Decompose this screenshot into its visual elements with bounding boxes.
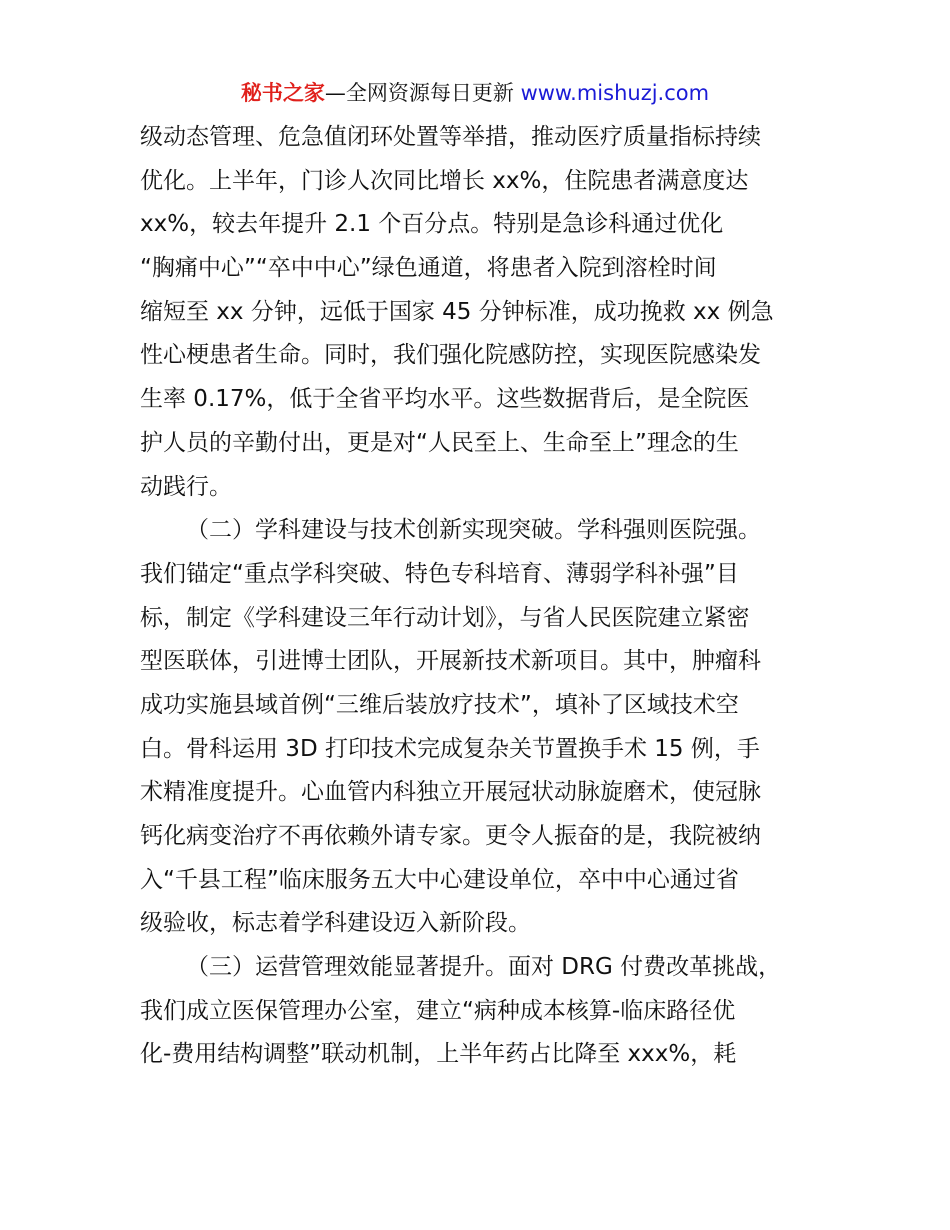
- text-line: 入“千县工程”临床服务五大中心建设单位，卒中中心通过省: [140, 866, 739, 893]
- text-line: 术精准度提升。心血管内科独立开展冠状动脉旋磨术，使冠脉: [140, 779, 761, 806]
- text-line: 性心梗患者生命。同时，我们强化院感防控，实现医院感染发: [140, 342, 761, 369]
- site-header: [0, 78, 950, 108]
- text-line: 护人员的辛勤付出，更是对“人民至上、生命至上”理念的生: [140, 429, 739, 456]
- text-line: 我们锚定“重点学科突破、特色专科培育、薄弱学科补强”目: [140, 560, 739, 587]
- text-line: 化-费用结构调整”联动机制，上半年药占比降至 xxx%，耗: [140, 1041, 737, 1068]
- text-line: 标，制定《学科建设三年行动计划》，与省人民医院建立紧密: [140, 604, 750, 631]
- brand-name: 秘书之家: [240, 81, 325, 105]
- text-line: xx%，较去年提升 2.1 个百分点。特别是急诊科通过优化: [140, 211, 724, 238]
- text-line: 生率 0.17%，低于全省平均水平。这些数据背后，是全院医: [140, 386, 750, 413]
- paragraph-heading-line: （三）运营管理效能显著提升。面对 DRG 付费改革挑战，: [186, 954, 782, 981]
- text-line: 钙化病变治疗不再依赖外请专家。更令人振奋的是，我院被纳: [140, 823, 761, 849]
- text-line: 动践行。: [140, 473, 232, 500]
- text-line: 白。骨科运用 3D 打印技术完成复杂关节置换手术 15 例，手: [140, 735, 760, 762]
- paragraph-heading-line: （二）学科建设与技术创新实现突破。学科强则医院强。: [186, 517, 761, 544]
- text-line: 成功实施县域首例“三维后装放疗技术”，填补了区域技术空: [140, 691, 739, 718]
- text-line: 我们成立医保管理办公室，建立“病种成本核算-临床路径优: [140, 997, 736, 1024]
- header-tagline: —全网资源每日更新: [324, 81, 521, 105]
- text-line: 级动态管理、危急值闭环处置等举措，推动医疗质量指标持续: [140, 124, 761, 150]
- text-line: 级验收，标志着学科建设迈入新阶段。: [140, 910, 531, 937]
- text-line: 优化。上半年，门诊人次同比增长 xx%，住院患者满意度达: [140, 167, 749, 194]
- document-body: [140, 116, 830, 1077]
- site-url-link[interactable]: www.mishuzj.com: [520, 81, 710, 105]
- text-line: 缩短至 xx 分钟，远低于国家 45 分钟标准，成功挽救 xx 例急: [140, 298, 774, 325]
- text-line: 型医联体，引进博士团队，开展新技术新项目。其中，肿瘤科: [140, 648, 761, 675]
- text-line: “胸痛中心”“卒中中心”绿色通道，将患者入院到溶栓时间: [140, 255, 717, 282]
